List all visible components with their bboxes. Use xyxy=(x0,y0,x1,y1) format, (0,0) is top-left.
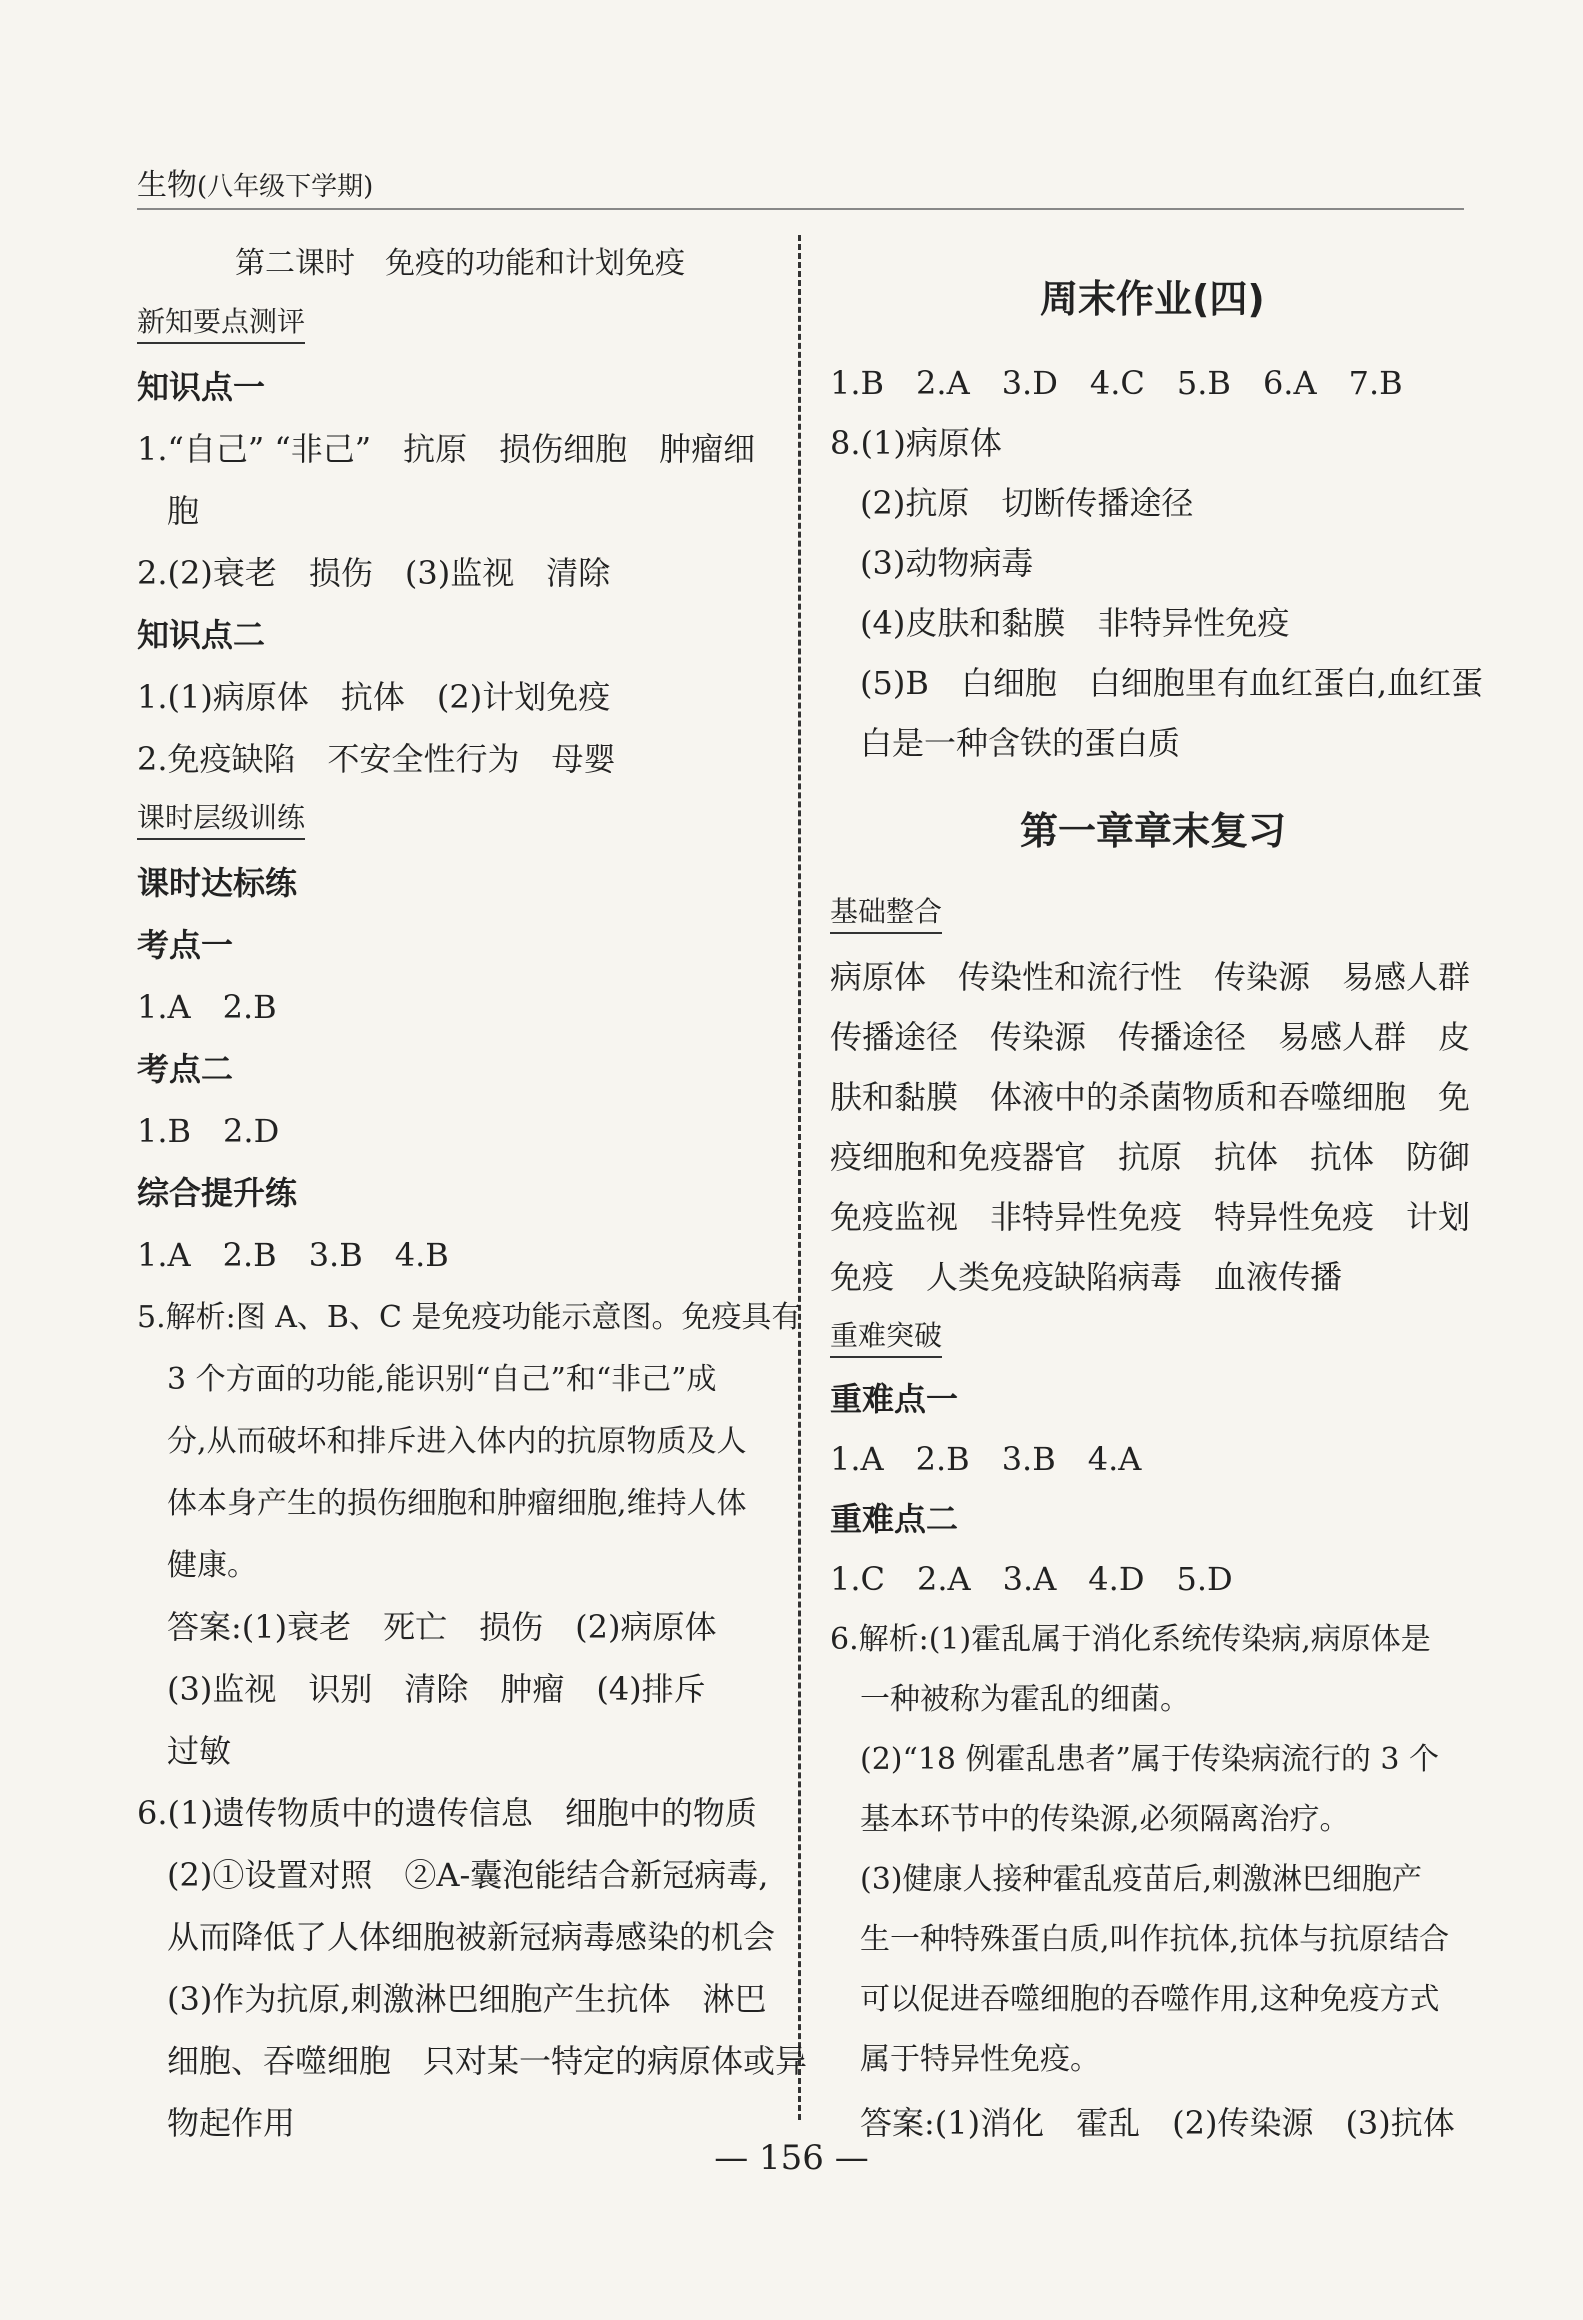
left-line: 健康。 xyxy=(167,1548,257,1583)
left-line: 新知要点测评 xyxy=(137,300,305,344)
right-line: 可以促进吞噬细胞的吞噬作用,这种免疫方式 xyxy=(860,1982,1440,2017)
right-line: (3)健康人接种霍乱疫苗后,刺激淋巴细胞产 xyxy=(860,1862,1423,1897)
right-line: (2)抗原 切断传播途径 xyxy=(860,484,1194,522)
right-line: 病原体 传染性和流行性 传染源 易感人群 xyxy=(830,958,1471,996)
running-header xyxy=(137,160,373,204)
right-line: 6.解析:(1)霍乱属于消化系统传染病,病原体是 xyxy=(830,1622,1431,1657)
right-line: 疫细胞和免疫器官 抗原 抗体 抗体 防御 xyxy=(830,1138,1471,1176)
left-line: 知识点二 xyxy=(137,616,266,654)
page-number: — 156 — xyxy=(714,2138,869,2178)
left-line: 过敏 xyxy=(167,1732,232,1770)
right-line: 答案:(1)消化 霍乱 (2)传染源 (3)抗体 xyxy=(860,2104,1455,2142)
left-line: (3)作为抗原,刺激淋巴细胞产生抗体 淋巴 xyxy=(167,1980,767,2018)
column-divider xyxy=(798,235,801,2120)
right-line: 重难突破 xyxy=(830,1314,942,1358)
right-line: 1.B 2.A 3.D 4.C 5.B 6.A 7.B xyxy=(830,364,1403,402)
left-line: 胞 xyxy=(167,492,200,530)
left-line: 1.“自己” “非己” 抗原 损伤细胞 肿瘤细 xyxy=(137,430,756,468)
left-line: 6.(1)遗传物质中的遗传信息 细胞中的物质 xyxy=(137,1794,757,1832)
left-line: 物起作用 xyxy=(167,2104,296,2142)
left-line: (3)监视 识别 清除 肿瘤 (4)排斥 xyxy=(167,1670,706,1708)
left-line: 3 个方面的功能,能识别“自己”和“非己”成 xyxy=(167,1362,717,1397)
left-line: 1.A 2.B xyxy=(137,988,277,1026)
left-line: 综合提升练 xyxy=(137,1174,298,1212)
right-line: 传播途径 传染源 传播途径 易感人群 皮 xyxy=(830,1018,1471,1056)
right-line: 第一章章末复习 xyxy=(1020,809,1287,853)
right-line: 周末作业(四) xyxy=(1040,277,1265,321)
right-line: 1.A 2.B 3.B 4.A xyxy=(830,1440,1142,1478)
right-line: 8.(1)病原体 xyxy=(830,424,1002,462)
left-line: 2.(2)衰老 损伤 (3)监视 清除 xyxy=(137,554,611,592)
left-line: 1.B 2.D xyxy=(137,1112,280,1150)
right-line: 免疫 人类免疫缺陷病毒 血液传播 xyxy=(830,1258,1343,1296)
right-line: 白是一种含铁的蛋白质 xyxy=(860,724,1181,762)
left-line: 第二课时 免疫的功能和计划免疫 xyxy=(235,246,685,281)
left-line: 知识点一 xyxy=(137,368,266,406)
left-line: 细胞、吞噬细胞 只对某一特定的病原体或异 xyxy=(167,2042,808,2080)
header-subject: 生物 xyxy=(137,168,197,203)
right-line: 1.C 2.A 3.A 4.D 5.D xyxy=(830,1560,1233,1598)
right-line: 基本环节中的传染源,必须隔离治疗。 xyxy=(860,1802,1350,1837)
header-grade: (八年级下学期) xyxy=(197,172,374,202)
right-line: 基础整合 xyxy=(830,890,942,934)
right-line: 重难点一 xyxy=(830,1380,959,1418)
right-line: 属于特异性免疫。 xyxy=(860,2042,1100,2077)
left-line: 课时达标练 xyxy=(137,864,298,902)
left-line: 从而降低了人体细胞被新冠病毒感染的机会 xyxy=(167,1918,776,1956)
right-line: (5)B 白细胞 白细胞里有血红蛋白,血红蛋 xyxy=(860,664,1484,702)
left-line: 答案:(1)衰老 死亡 损伤 (2)病原体 xyxy=(167,1608,717,1646)
left-line: 课时层级训练 xyxy=(137,796,305,840)
left-line: 考点二 xyxy=(137,1050,234,1088)
left-line: 分,从而破坏和排斥进入体内的抗原物质及人 xyxy=(167,1424,747,1459)
left-line: 考点一 xyxy=(137,926,234,964)
left-line: 1.A 2.B 3.B 4.B xyxy=(137,1236,449,1274)
right-line: 生一种特殊蛋白质,叫作抗体,抗体与抗原结合 xyxy=(860,1922,1450,1957)
right-line: (3)动物病毒 xyxy=(860,544,1034,582)
right-line: (4)皮肤和黏膜 非特异性免疫 xyxy=(860,604,1290,642)
right-line: 免疫监视 非特异性免疫 特异性免疫 计划 xyxy=(830,1198,1471,1236)
right-line: (2)“18 例霍乱患者”属于传染病流行的 3 个 xyxy=(860,1742,1440,1777)
left-line: 1.(1)病原体 抗体 (2)计划免疫 xyxy=(137,678,611,716)
right-line: 肤和黏膜 体液中的杀菌物质和吞噬细胞 免 xyxy=(830,1078,1471,1116)
header-rule xyxy=(137,208,1464,210)
left-line: 2.免疫缺陷 不安全性行为 母婴 xyxy=(137,740,616,778)
left-line: 5.解析:图 A、B、C 是免疫功能示意图。免疫具有 xyxy=(137,1300,802,1335)
right-line: 重难点二 xyxy=(830,1500,959,1538)
left-line: 体本身产生的损伤细胞和肿瘤细胞,维持人体 xyxy=(167,1486,747,1521)
left-line: (2)①设置对照 ②A-囊泡能结合新冠病毒, xyxy=(167,1856,769,1894)
right-line: 一种被称为霍乱的细菌。 xyxy=(860,1682,1190,1717)
